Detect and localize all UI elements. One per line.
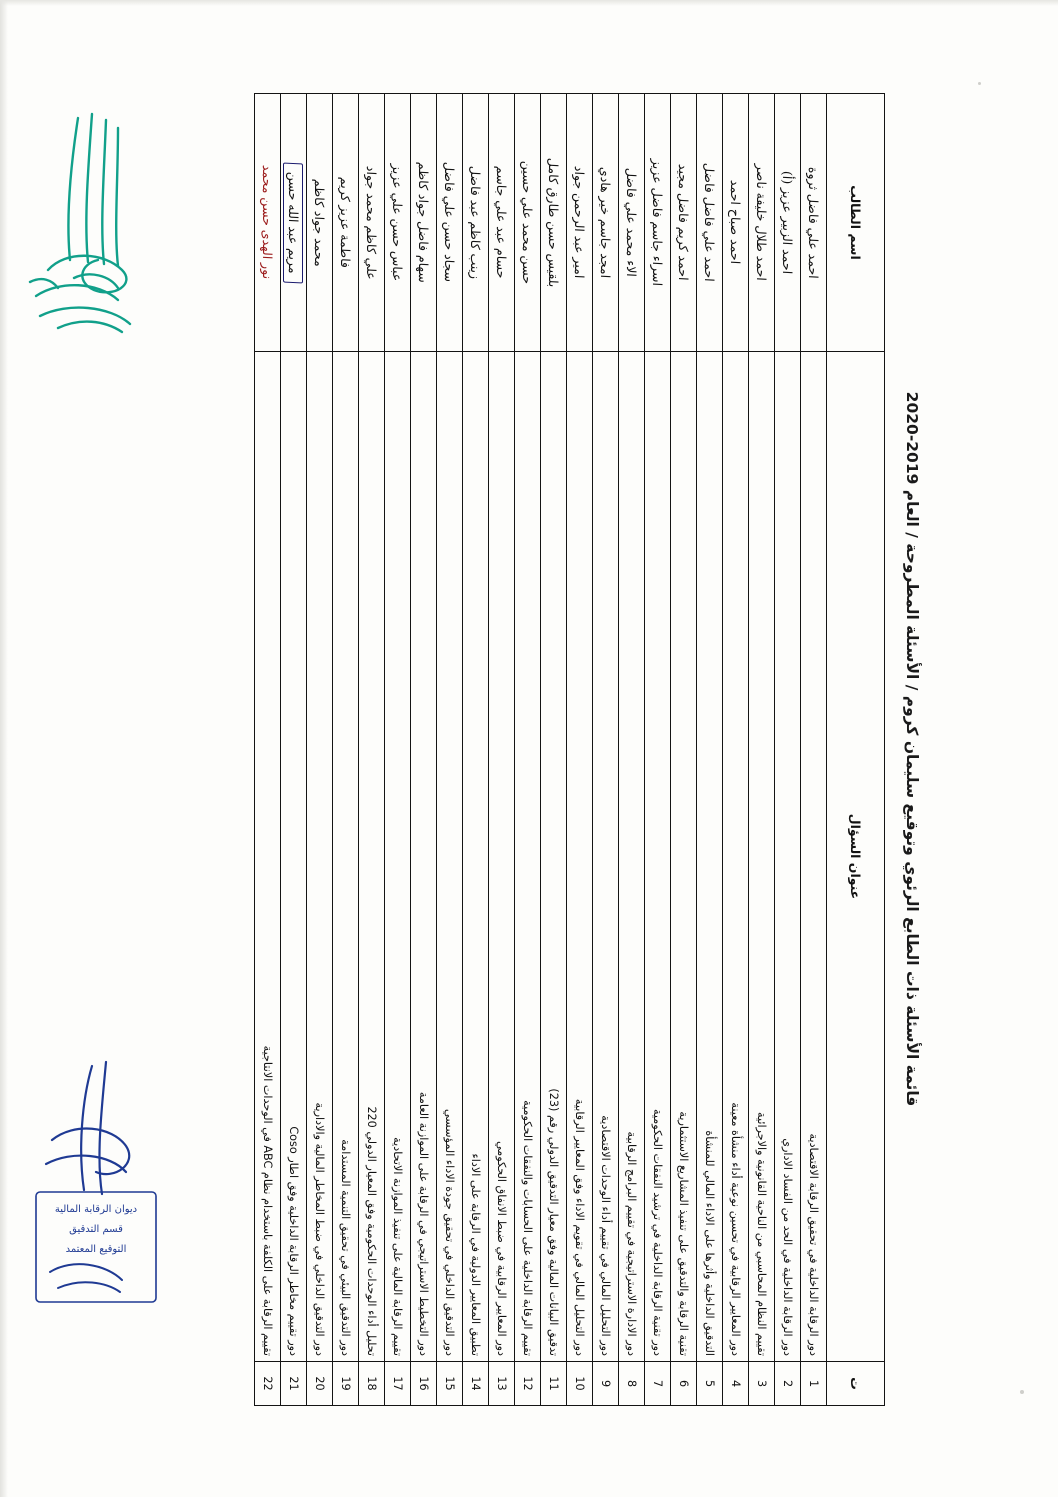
table-row [593, 93, 619, 1405]
scan-edge-shadow-top [0, 0, 1058, 6]
row-question: دور التدقيق البيئي في تحقيق التنمية المستدامة [333, 351, 359, 1361]
table-row [307, 93, 333, 1405]
row-index: 19 [333, 1361, 359, 1405]
scan-speck [1020, 1390, 1024, 1394]
row-index: 21 [281, 1361, 307, 1405]
svg-text:التوقيع المعتمد: التوقيع المعتمد [65, 1244, 127, 1255]
row-question: دور المعايير الرقابية في ضبط الانفاق الحكومي [489, 351, 515, 1361]
row-index: 5 [697, 1361, 723, 1405]
row-index: 9 [593, 1361, 619, 1405]
row-name: علي كاظم محمد جواد [359, 93, 385, 351]
row-name: احمد علي فاضل ثروة [801, 93, 827, 351]
row-question: دور الرقابة الداخلية في تحقيق الرقابة الاقتصادية [801, 351, 827, 1361]
row-name: عباس حسن علي عزيز [385, 93, 411, 351]
row-index: 22 [255, 1361, 281, 1405]
row-question: تقييم الرقابة الداخلية على الحسابات والنفقات الحكومية [515, 351, 541, 1361]
svg-text:قسم التدقيق: قسم التدقيق [69, 1224, 123, 1235]
row-question: تقنية الرقابة والتدقيق على تنفيذ المشاريع الاستثمارية [671, 351, 697, 1361]
row-index: 14 [463, 1361, 489, 1405]
questions-table [254, 93, 885, 1406]
row-question: تطبيق المعايير الدولية في الرقابة على الاداء [463, 351, 489, 1361]
table-row [515, 93, 541, 1405]
row-name: فاطمة عزيز كريم [333, 93, 359, 351]
row-question: دور التدقيق الداخلي في ضبط المخاطر المالية والادارية [307, 351, 333, 1361]
page-title: قائمة الأسئلة ذات الطابع الرئوي وتوقيع سليمان كروم / الأسئلة المطروحة / العام 2019-2020 [903, 391, 921, 1106]
row-question: تقييم الرقابة المالية على تنفيذ الموازنة الاتحادية [385, 351, 411, 1361]
table-header-row [827, 93, 885, 1405]
column-header-name: اسم الطالب [827, 93, 885, 351]
row-question: التدقيق الداخلية وأثرها على الاداء المالي للمنشأة [697, 351, 723, 1361]
row-index: 20 [307, 1361, 333, 1405]
table-row [645, 93, 671, 1405]
row-question: دور تقنية الرقابة الداخلية في ترشيد النفقات الحكومية [645, 351, 671, 1361]
row-question: تحليل أداء الوحدات الحكومية وفق المعيار الدولي 220 [359, 351, 385, 1361]
row-name: حسام عبد علي جاسم [489, 93, 515, 351]
row-question: دور التحليل المالي في تقويم الاداء وفق المعايير الرقابية [567, 351, 593, 1361]
row-index: 15 [437, 1361, 463, 1405]
row-index: 12 [515, 1361, 541, 1405]
row-name: اسراء جاسم فاضل عزيز [645, 93, 671, 351]
row-index: 8 [619, 1361, 645, 1405]
row-question: دور الرقابة الداخلية في الحد من الفساد الاداري [775, 351, 801, 1361]
row-question: تقييم الرقابة على الكلفة باستخدام نظام ABC في الوحدات الانتاجية [255, 351, 281, 1361]
row-name: محمد جواد كاظم [307, 93, 333, 351]
row-question: دور التخطيط الاستراتيجي في الرقابة على الموازنة العامة [411, 351, 437, 1361]
row-name: سجاد حسن علي فاضل [437, 93, 463, 351]
table-row [437, 93, 463, 1405]
table-row [801, 93, 827, 1405]
row-name: امير عبد الرحمن جواد [567, 93, 593, 351]
table-row [775, 93, 801, 1405]
row-name: حسن محمد علي حسين [515, 93, 541, 351]
row-name: احمد طلال خليفة ناصر [749, 93, 775, 351]
table-row [333, 93, 359, 1405]
table-row [281, 93, 307, 1405]
table-row [411, 93, 437, 1405]
row-index: 10 [567, 1361, 593, 1405]
row-question: دور الادارة الاستراتيجية في تقييم البرامج الرقابية [619, 351, 645, 1361]
table-row [385, 93, 411, 1405]
table-row [671, 93, 697, 1405]
table-row [619, 93, 645, 1405]
table-row [463, 93, 489, 1405]
row-index: 11 [541, 1361, 567, 1405]
row-index: 2 [775, 1361, 801, 1405]
row-name: بلقيس حسن طارق كامل [541, 93, 567, 351]
row-name: امجد جاسم خير هادي [593, 93, 619, 351]
table-row [697, 93, 723, 1405]
row-index: 18 [359, 1361, 385, 1405]
scan-edge-shadow [0, 0, 8, 1497]
table-row [723, 93, 749, 1405]
row-name: احمد صباح احمد [723, 93, 749, 351]
table-row [749, 93, 775, 1405]
table-row [567, 93, 593, 1405]
row-question: دور التحليل المالي في تقييم أداء الوحدات الاقتصادية [593, 351, 619, 1361]
row-name: سهام فاضل جواد كاظم [411, 93, 437, 351]
row-question: دور تقييم مخاطر الرقابة الداخلية وفق اطار Coso [281, 351, 307, 1361]
svg-text:ديوان الرقابة المالية: ديوان الرقابة المالية [54, 1204, 138, 1215]
row-index: 13 [489, 1361, 515, 1405]
table-row [255, 93, 281, 1405]
row-name: احمد كريم فاضل مجيد [671, 93, 697, 351]
row-question: دور المعايير الرقابية في تحسين نوعية أداء منشأة معينة [723, 351, 749, 1361]
row-index: 1 [801, 1361, 827, 1405]
row-name: مريم عبد الله حسن [281, 93, 307, 351]
row-question: دور التدقيق الداخلي في تحقيق جودة الاداء المؤسسي [437, 351, 463, 1361]
row-name: نور الهدى حسن محمد [255, 93, 281, 351]
row-index: 3 [749, 1361, 775, 1405]
row-index: 4 [723, 1361, 749, 1405]
document-body [129, 84, 929, 1414]
row-name: زينب كاظم عبد فاضل [463, 93, 489, 351]
row-name: احمد الزبير عزيز (أ) [775, 93, 801, 351]
row-name: الاء محمد علي فاضل [619, 93, 645, 351]
row-name: احمد علي فاضل فاضل [697, 93, 723, 351]
column-header-question: عنوان السؤال [827, 351, 885, 1361]
row-question: تدقيق البيانات المالية وفق معيار التدقيق الدولي رقم (23) [541, 351, 567, 1361]
row-question: تقييم النظام المحاسبي من الناحية القانونية والاجرائية [749, 351, 775, 1361]
table-row [541, 93, 567, 1405]
row-index: 17 [385, 1361, 411, 1405]
column-header-index: ت [827, 1361, 885, 1405]
row-index: 16 [411, 1361, 437, 1405]
row-index: 7 [645, 1361, 671, 1405]
table-row [489, 93, 515, 1405]
row-index: 6 [671, 1361, 697, 1405]
table-row [359, 93, 385, 1405]
scan-speck [978, 82, 981, 85]
